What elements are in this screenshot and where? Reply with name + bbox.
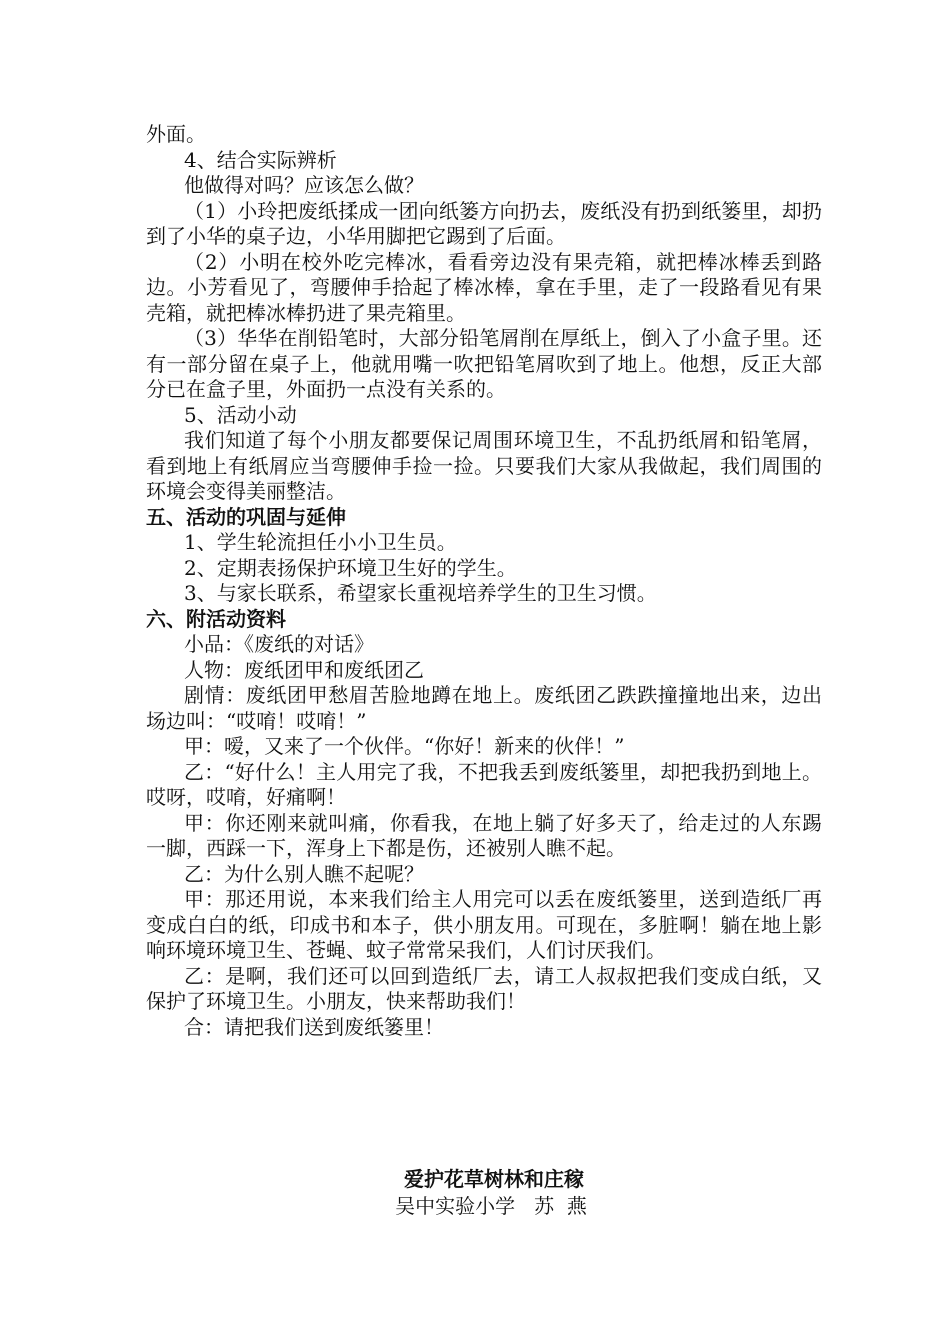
dialogue-line: 合：请把我们送到废纸篓里！: [184, 1014, 444, 1039]
dialogue-line: 甲：嗳，又来了一个伙伴。“你好！新来的伙伴！”: [184, 734, 625, 758]
paragraph: 人物：废纸团甲和废纸团乙: [184, 657, 424, 682]
section-heading: 五、活动的巩固与延伸: [146, 504, 346, 529]
list-item: 1、学生轮流担任小小卫生员。: [184, 530, 457, 554]
paragraph: （1）小玲把废纸揉成一团向纸篓方向扔去，废纸没有扔到纸篓里，却扔到了小华的桌子边，小华用脚把它踢到了后面。: [146, 198, 822, 248]
dialogue-line: 乙：为什么别人瞧不起呢？: [184, 861, 424, 886]
paragraph: 我们知道了每个小朋友都要保记周围环境卫生，不乱扔纸屑和铅笔屑，看到地上有纸屑应当弯腰伸手捡一捡。只要我们大家从我做起，我们周围的环境会变得美丽整洁。: [146, 428, 822, 503]
paragraph: 4、结合实际辨析: [184, 147, 337, 172]
list-item: 2、定期表扬保护环境卫生好的学生。: [184, 555, 517, 580]
document-body: [146, 122, 822, 1040]
dialogue-line: 乙：“好什么！主人用完了我，不把我丢到废纸篓里，却把我扔到地上。哎呀，哎唷，好痛啊！: [146, 759, 822, 809]
section-heading: 六、附活动资料: [146, 606, 286, 631]
dialogue-line: 甲：那还用说，本来我们给主人用完可以丢在废纸篓里，送到造纸厂再变成白白的纸，印成书和本子，供小朋友用。可现在，多脏啊！躺在地上影响环境环境卫生、苍蝇、蚊子常常呆我们，人们讨厌我们。: [146, 887, 822, 962]
list-item: 3、与家长联系，希望家长重视培养学生的卫生习惯。: [184, 581, 657, 605]
next-article-title: 爱护花草树林和庄稼: [404, 1167, 584, 1191]
paragraph: 剧情：废纸团甲愁眉苦脸地蹲在地上。废纸团乙跌跌撞撞地出来，边出场边叫：“哎唷！哎唷！”: [146, 683, 822, 733]
paragraph: 他做得对吗？应该怎么做？: [184, 173, 424, 197]
dialogue-line: 乙：是啊，我们还可以回到造纸厂去，请工人叔叔把我们变成白纸，又保护了环境卫生。小朋友，快来帮助我们！: [146, 963, 822, 1013]
next-article-author: 吴中实验小学 苏 燕: [395, 1194, 587, 1218]
paragraph: 5、活动小动: [184, 402, 297, 427]
paragraph: 外面。: [146, 122, 206, 146]
dialogue-line: 甲：你还刚来就叫痛，你看我，在地上躺了好多天了，给走过的人东踢一脚，西踩一下，浑身上下都是伤，还被别人瞧不起。: [146, 810, 822, 860]
paragraph: 小品：《废纸的对话》: [184, 632, 374, 656]
paragraph: （3）华华在削铅笔时，大部分铅笔屑削在厚纸上，倒入了小盒子里。还有一部分留在桌子上，他就用嘴一吹把铅笔屑吹到了地上。他想，反正大部分已在盒子里，外面扔一点没有关系的。: [146, 326, 822, 401]
paragraph: （2）小明在校外吃完棒冰，看看旁边没有果壳箱，就把棒冰棒丢到路边。小芳看见了，弯腰伸手拾起了棒冰棒，拿在手里，走了一段路看见有果壳箱，就把棒冰棒扔进了果壳箱里。: [146, 249, 822, 325]
